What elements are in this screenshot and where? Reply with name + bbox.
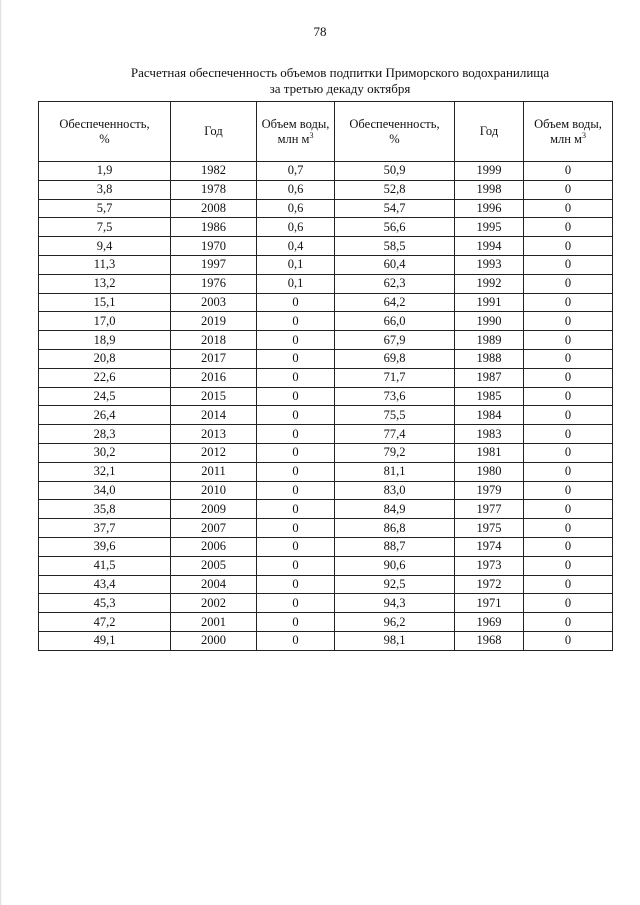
volume-cell: 0 [257, 425, 335, 444]
volume-cell: 0 [257, 462, 335, 481]
probability-cell: 43,4 [39, 575, 171, 594]
year-cell: 1990 [455, 312, 524, 331]
table-row [39, 331, 613, 350]
year-cell: 1998 [455, 180, 524, 199]
year-cell: 2000 [171, 631, 257, 650]
volume-cell: 0 [524, 556, 613, 575]
year-cell: 1993 [455, 255, 524, 274]
header-probability-2: Обеспеченность, % [335, 102, 455, 162]
probability-cell: 11,3 [39, 255, 171, 274]
probability-cell: 39,6 [39, 537, 171, 556]
volume-cell: 0 [257, 575, 335, 594]
year-cell: 1970 [171, 237, 257, 256]
year-cell: 1987 [455, 368, 524, 387]
probability-cell: 77,4 [335, 425, 455, 444]
volume-cell: 0,7 [257, 162, 335, 181]
table-row [39, 631, 613, 650]
volume-cell: 0 [257, 349, 335, 368]
header-volume-2: Объем воды, млн $м^3$ [524, 102, 613, 162]
year-cell: 1972 [455, 575, 524, 594]
year-cell: 1992 [455, 274, 524, 293]
probability-cell: 69,8 [335, 349, 455, 368]
volume-cell: 0 [257, 631, 335, 650]
year-cell: 1976 [171, 274, 257, 293]
table-row [39, 443, 613, 462]
year-cell: 2008 [171, 199, 257, 218]
volume-cell: 0 [524, 462, 613, 481]
volume-cell: 0 [524, 312, 613, 331]
table-row [39, 481, 613, 500]
year-cell: 2002 [171, 594, 257, 613]
volume-cell: 0 [524, 293, 613, 312]
title-line-1: Расчетная обеспеченность объемов подпитки Приморского водохранилища [130, 65, 550, 80]
volume-cell: 0 [257, 481, 335, 500]
probability-cell: 62,3 [335, 274, 455, 293]
table-header-row [39, 102, 613, 162]
table-row [39, 500, 613, 519]
probability-cell: 32,1 [39, 462, 171, 481]
probability-cell: 24,5 [39, 387, 171, 406]
title-line-2: за третью декаду октября [269, 81, 411, 96]
volume-cell: 0 [257, 500, 335, 519]
year-cell: 2019 [171, 312, 257, 331]
volume-cell: 0 [524, 349, 613, 368]
volume-cell: 0 [524, 443, 613, 462]
table-body [39, 162, 613, 651]
probability-cell: 9,4 [39, 237, 171, 256]
table-row [39, 312, 613, 331]
probability-cell: 67,9 [335, 331, 455, 350]
volume-cell: 0 [524, 481, 613, 500]
volume-cell: 0,6 [257, 218, 335, 237]
volume-cell: 0 [524, 331, 613, 350]
year-cell: 1983 [455, 425, 524, 444]
page-number: 78 [313, 24, 327, 39]
year-cell: 1969 [455, 613, 524, 632]
volume-cell: 0,1 [257, 255, 335, 274]
data-table [38, 101, 613, 651]
year-cell: 2011 [171, 462, 257, 481]
volume-cell: 0 [524, 368, 613, 387]
year-cell: 1996 [455, 199, 524, 218]
year-cell: 1989 [455, 331, 524, 350]
volume-cell: 0 [257, 443, 335, 462]
probability-cell: 64,2 [335, 293, 455, 312]
year-cell: 2004 [171, 575, 257, 594]
volume-cell: 0 [524, 519, 613, 538]
probability-cell: 45,3 [39, 594, 171, 613]
year-cell: 1988 [455, 349, 524, 368]
probability-cell: 47,2 [39, 613, 171, 632]
probability-cell: 94,3 [335, 594, 455, 613]
header-year-1: Год [171, 102, 257, 162]
table-row [39, 162, 613, 181]
volume-cell: 0 [257, 368, 335, 387]
probability-cell: 50,9 [335, 162, 455, 181]
year-cell: 1975 [455, 519, 524, 538]
volume-cell: 0 [257, 594, 335, 613]
probability-cell: 60,4 [335, 255, 455, 274]
volume-cell: 0 [524, 237, 613, 256]
year-cell: 2009 [171, 500, 257, 519]
year-cell: 1979 [455, 481, 524, 500]
volume-cell: 0 [257, 519, 335, 538]
probability-cell: 20,8 [39, 349, 171, 368]
volume-cell: 0 [524, 613, 613, 632]
probability-cell: 84,9 [335, 500, 455, 519]
probability-cell: 79,2 [335, 443, 455, 462]
probability-cell: 81,1 [335, 462, 455, 481]
table-row [39, 519, 613, 538]
probability-cell: 26,4 [39, 406, 171, 425]
probability-cell: 71,7 [335, 368, 455, 387]
table-row [39, 255, 613, 274]
year-cell: 1971 [455, 594, 524, 613]
table-row [39, 180, 613, 199]
table-row [39, 462, 613, 481]
probability-cell: 73,6 [335, 387, 455, 406]
volume-cell: 0 [524, 162, 613, 181]
table-row [39, 199, 613, 218]
year-cell: 1968 [455, 631, 524, 650]
year-cell: 2012 [171, 443, 257, 462]
year-cell: 1981 [455, 443, 524, 462]
year-cell: 2017 [171, 349, 257, 368]
year-cell: 1974 [455, 537, 524, 556]
probability-cell: 41,5 [39, 556, 171, 575]
year-cell: 1985 [455, 387, 524, 406]
table-row [39, 293, 613, 312]
year-cell: 1977 [455, 500, 524, 519]
probability-cell: 75,5 [335, 406, 455, 425]
volume-cell: 0 [524, 575, 613, 594]
probability-cell: 13,2 [39, 274, 171, 293]
probability-cell: 17,0 [39, 312, 171, 331]
volume-cell: 0 [257, 613, 335, 632]
probability-cell: 5,7 [39, 199, 171, 218]
probability-cell: 92,5 [335, 575, 455, 594]
probability-cell: 49,1 [39, 631, 171, 650]
volume-cell: 0,1 [257, 274, 335, 293]
volume-cell: 0 [524, 274, 613, 293]
probability-cell: 3,8 [39, 180, 171, 199]
year-cell: 1973 [455, 556, 524, 575]
table-row [39, 406, 613, 425]
probability-cell: 7,5 [39, 218, 171, 237]
probability-cell: 86,8 [335, 519, 455, 538]
probability-cell: 88,7 [335, 537, 455, 556]
volume-cell: 0 [524, 537, 613, 556]
probability-cell: 34,0 [39, 481, 171, 500]
table-row [39, 537, 613, 556]
table-row [39, 594, 613, 613]
year-cell: 1984 [455, 406, 524, 425]
volume-cell: 0 [257, 537, 335, 556]
year-cell: 1978 [171, 180, 257, 199]
volume-cell: 0,6 [257, 199, 335, 218]
volume-cell: 0 [524, 180, 613, 199]
table-row [39, 387, 613, 406]
volume-cell: 0 [524, 500, 613, 519]
table-row [39, 274, 613, 293]
volume-cell: 0 [524, 594, 613, 613]
table-row [39, 425, 613, 444]
year-cell: 1995 [455, 218, 524, 237]
year-cell: 2010 [171, 481, 257, 500]
volume-cell: 0 [257, 312, 335, 331]
header-year-2: Год [455, 102, 524, 162]
probability-cell: 58,5 [335, 237, 455, 256]
volume-cell: 0 [524, 387, 613, 406]
probability-cell: 96,2 [335, 613, 455, 632]
table-row [39, 349, 613, 368]
probability-cell: 98,1 [335, 631, 455, 650]
volume-cell: 0 [257, 293, 335, 312]
year-cell: 2005 [171, 556, 257, 575]
document-title [40, 65, 640, 97]
volume-cell: 0 [257, 406, 335, 425]
page-edge [0, 0, 2, 905]
year-cell: 1982 [171, 162, 257, 181]
volume-cell: 0 [524, 218, 613, 237]
probability-cell: 28,3 [39, 425, 171, 444]
probability-cell: 83,0 [335, 481, 455, 500]
probability-cell: 15,1 [39, 293, 171, 312]
year-cell: 2007 [171, 519, 257, 538]
volume-cell: 0 [524, 406, 613, 425]
probability-cell: 37,7 [39, 519, 171, 538]
volume-cell: 0 [524, 199, 613, 218]
header-volume-1: Объем воды, млн $м^3$ [257, 102, 335, 162]
year-cell: 2018 [171, 331, 257, 350]
probability-cell: 1,9 [39, 162, 171, 181]
year-cell: 2016 [171, 368, 257, 387]
volume-cell: 0 [524, 255, 613, 274]
volume-cell: 0,6 [257, 180, 335, 199]
volume-cell: 0 [524, 425, 613, 444]
year-cell: 2003 [171, 293, 257, 312]
table-row [39, 237, 613, 256]
volume-cell: 0 [257, 331, 335, 350]
year-cell: 1986 [171, 218, 257, 237]
table-row [39, 556, 613, 575]
table-row [39, 218, 613, 237]
volume-cell: 0,4 [257, 237, 335, 256]
year-cell: 1980 [455, 462, 524, 481]
year-cell: 1994 [455, 237, 524, 256]
probability-cell: 66,0 [335, 312, 455, 331]
year-cell: 1999 [455, 162, 524, 181]
probability-cell: 54,7 [335, 199, 455, 218]
table-row [39, 368, 613, 387]
volume-cell: 0 [257, 387, 335, 406]
table-row [39, 613, 613, 632]
year-cell: 2013 [171, 425, 257, 444]
volume-cell: 0 [524, 631, 613, 650]
probability-cell: 52,8 [335, 180, 455, 199]
probability-cell: 90,6 [335, 556, 455, 575]
year-cell: 1991 [455, 293, 524, 312]
volume-cell: 0 [257, 556, 335, 575]
probability-cell: 35,8 [39, 500, 171, 519]
year-cell: 2014 [171, 406, 257, 425]
year-cell: 1997 [171, 255, 257, 274]
table-row [39, 575, 613, 594]
probability-cell: 22,6 [39, 368, 171, 387]
probability-cell: 30,2 [39, 443, 171, 462]
year-cell: 2001 [171, 613, 257, 632]
probability-cell: 56,6 [335, 218, 455, 237]
year-cell: 2006 [171, 537, 257, 556]
header-probability-1: Обеспеченность, % [39, 102, 171, 162]
probability-cell: 18,9 [39, 331, 171, 350]
year-cell: 2015 [171, 387, 257, 406]
